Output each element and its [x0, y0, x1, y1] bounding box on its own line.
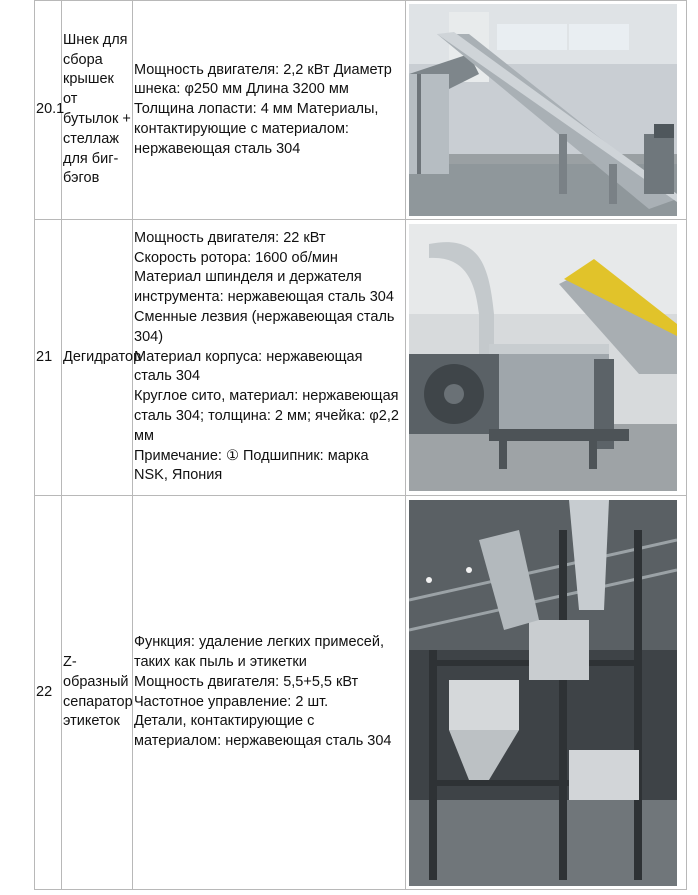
item-name: Шнек для сбора крышек от бутылок + стеллаж для биг-бэгов: [62, 1, 133, 220]
item-photo-cell: [406, 220, 687, 496]
item-name: Дегидратор: [62, 220, 133, 496]
item-photo-cell: [406, 1, 687, 220]
item-number: 21: [35, 220, 62, 496]
table-row: [35, 220, 687, 496]
item-name: Z-образный сепаратор этикеток: [62, 496, 133, 890]
table-row: [35, 496, 687, 890]
z-separator-photo: [409, 500, 677, 886]
dehydrator-photo: [409, 224, 677, 491]
item-description: Функция: удаление легких примесей, таких как пыль и этикетки Мощность двигателя: 5,5+5,5 кВт Частотное управление: 2 шт. Детали, контактирующие с материалом: нержавеющая сталь 304: [133, 496, 406, 890]
item-number: 22: [35, 496, 62, 890]
table-row: [35, 1, 687, 220]
item-number: 20.1: [35, 1, 62, 220]
item-description: Мощность двигателя: 2,2 кВт Диаметр шнека: φ250 мм Длина 3200 мм Толщина лопасти: 4 мм Материалы, контактирующие с материалом: нержавеющая сталь 304: [133, 1, 406, 220]
item-photo-cell: [406, 496, 687, 890]
item-description: Мощность двигателя: 22 кВт Скорость ротора: 1600 об/мин Материал шпинделя и держателя инструмента: нержавеющая сталь 304 Сменные лезвия (нержавеющая сталь 304) Материал корпуса: нержавеющая сталь 304 Круглое сито, материал: нержавеющая сталь 304; толщина: 2 мм; ячейка: φ2,2 мм Примечание: ① Подшипник: марка NSK, Япония: [133, 220, 406, 496]
equipment-spec-table: [34, 0, 687, 890]
screw-conveyor-photo: [409, 4, 677, 216]
